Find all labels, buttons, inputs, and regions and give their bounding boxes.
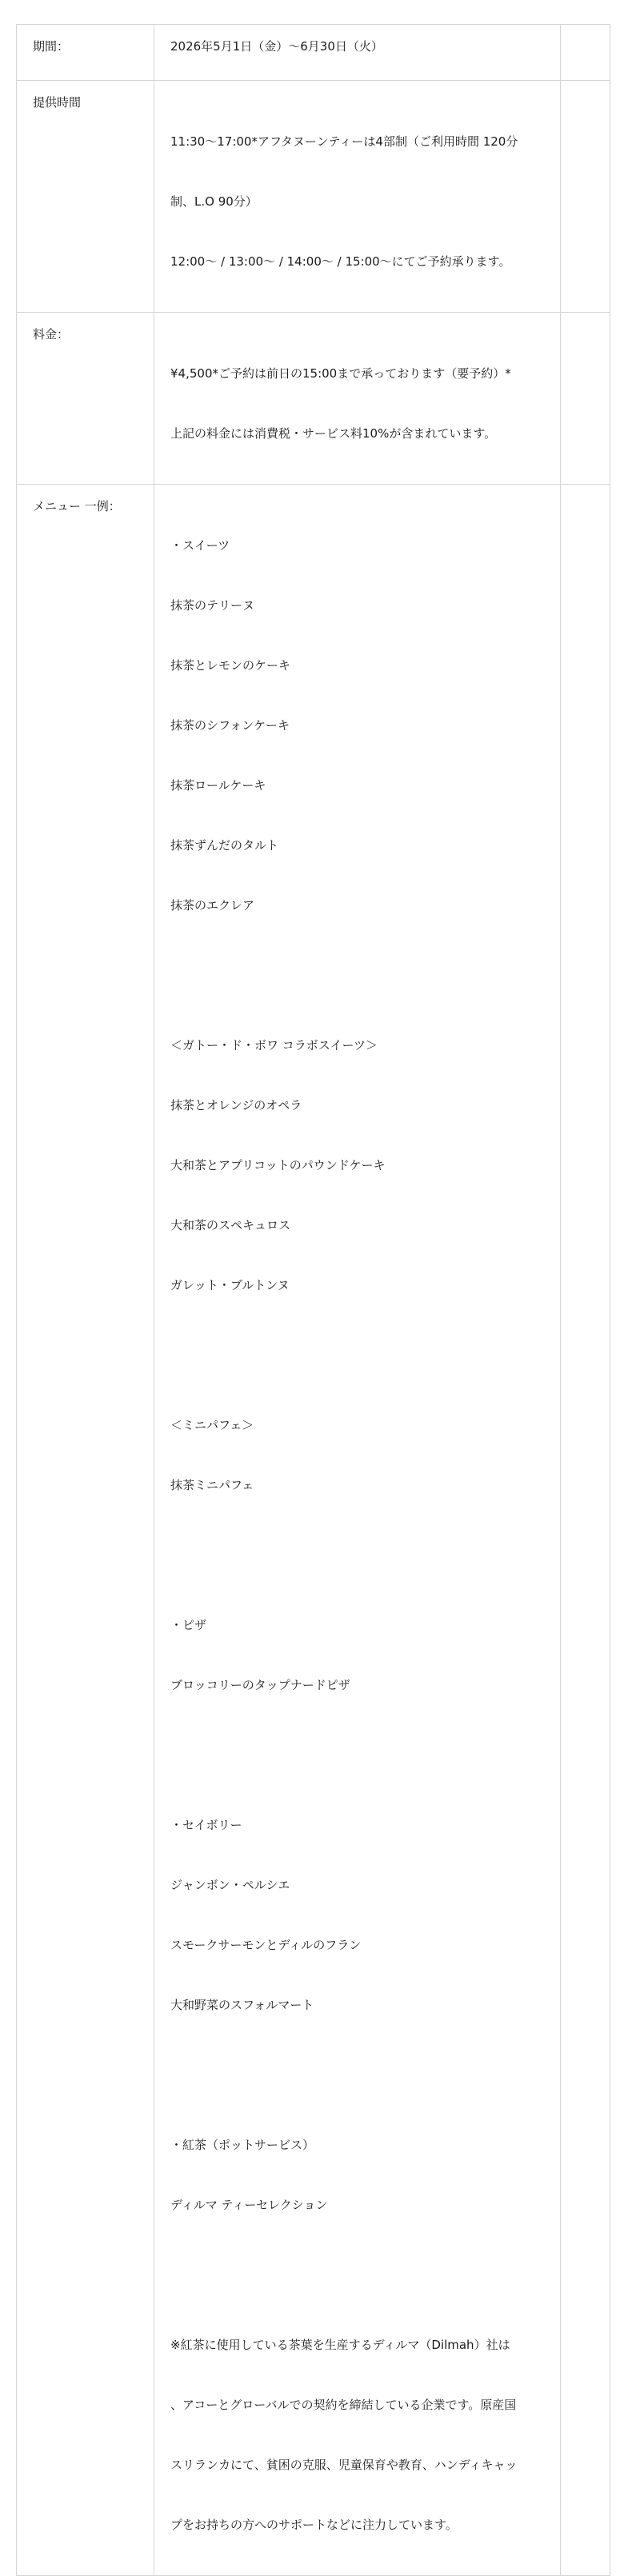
menu-spacer (170, 2055, 549, 2075)
hours-line-2: 制、L.O 90分） (170, 194, 258, 209)
menu-item: ブロッコリーのタップナードピザ (170, 1678, 350, 1692)
menu-spacer (170, 1336, 549, 1356)
menu-item: 抹茶ずんだのタルト (170, 838, 279, 853)
dilmah-note-line: ※紅茶に使用している茶葉を生産するディルマ（Dilmah）社は (170, 2338, 510, 2352)
price-row (17, 313, 610, 485)
hours-value (154, 81, 561, 313)
menu-item: 大和野菜のスフォルマート (170, 1998, 314, 2012)
period-value: 2026年5月1日（金）〜6月30日（火） (154, 25, 561, 81)
hours-row (17, 81, 610, 313)
price-empty-cell (561, 313, 610, 485)
menu-section-heading: ・スイーツ (170, 538, 230, 553)
menu-item: 抹茶のシフォンケーキ (170, 718, 290, 733)
menu-item: スモークサーモンとディルのフラン (170, 1938, 362, 1952)
menu-item: 抹茶ロールケーキ (170, 778, 266, 793)
menu-row (17, 485, 610, 2576)
menu-section-heading: ＜ミニパフェ＞ (170, 1418, 254, 1432)
menu-empty-cell (561, 485, 610, 2576)
menu-item: 抹茶とオレンジのオペラ (170, 1098, 302, 1112)
hours-empty-cell (561, 81, 610, 313)
menu-section-heading: ・セイボリー (170, 1818, 242, 1832)
menu-value (154, 485, 561, 2576)
menu-spacer (170, 956, 549, 976)
menu-spacer (170, 1735, 549, 1755)
menu-item: 抹茶とレモンのケーキ (170, 658, 291, 673)
menu-section-heading: ・紅茶（ポットサービス） (170, 2138, 315, 2152)
menu-spacer (170, 2255, 549, 2275)
menu-item: ディルマ ティーセレクション (170, 2198, 328, 2212)
menu-item: 抹茶ミニパフェ (170, 1478, 254, 1492)
price-label: 料金： (17, 313, 154, 485)
period-label: 期間： (17, 25, 154, 81)
price-line-2: 上記の料金には消費税・サービス料10%が含まれています。 (170, 426, 497, 441)
dilmah-note-line: スリランカにて、貧困の克服、児童保育や教育、ハンディキャッ (170, 2458, 518, 2472)
menu-item: ガレット・ブルトンヌ (170, 1278, 290, 1292)
menu-label: メニュー 一例： (17, 485, 154, 2576)
menu-item: 大和茶のスペキュロス (170, 1218, 291, 1232)
dilmah-note-line: 、アコーとグローバルでの契約を締結している企業です。原産国 (170, 2398, 517, 2412)
price-value (154, 313, 561, 485)
menu-spacer (170, 1536, 549, 1556)
menu-section-heading: ・ピザ (170, 1618, 207, 1632)
period-empty-cell (561, 25, 610, 81)
menu-item: 抹茶のエクレア (170, 898, 255, 913)
hours-line-1: 11:30〜17:00*アフタヌーンティーは4部制（ご利用時間 120分 (170, 134, 518, 149)
menu-item: 抹茶のテリーヌ (170, 598, 255, 613)
afternoon-tea-info-table (16, 24, 610, 2576)
period-row (17, 25, 610, 81)
price-line-1: ¥4,500*ご予約は前日の15:00まで承っております（要予約）* (170, 366, 511, 381)
menu-item: 大和茶とアプリコットのパウンドケーキ (170, 1158, 386, 1172)
hours-label: 提供時間 (17, 81, 154, 313)
menu-item: ジャンボン・ペルシエ (170, 1878, 290, 1892)
menu-section-heading: ＜ガトー・ド・ボワ コラボスイーツ＞ (170, 1038, 378, 1052)
hours-line-3: 12:00〜 / 13:00〜 / 14:00〜 / 15:00〜にてご予約承ります。 (170, 254, 511, 269)
dilmah-note-line: プをお持ちの方へのサポートなどに注力しています。 (170, 2518, 458, 2532)
